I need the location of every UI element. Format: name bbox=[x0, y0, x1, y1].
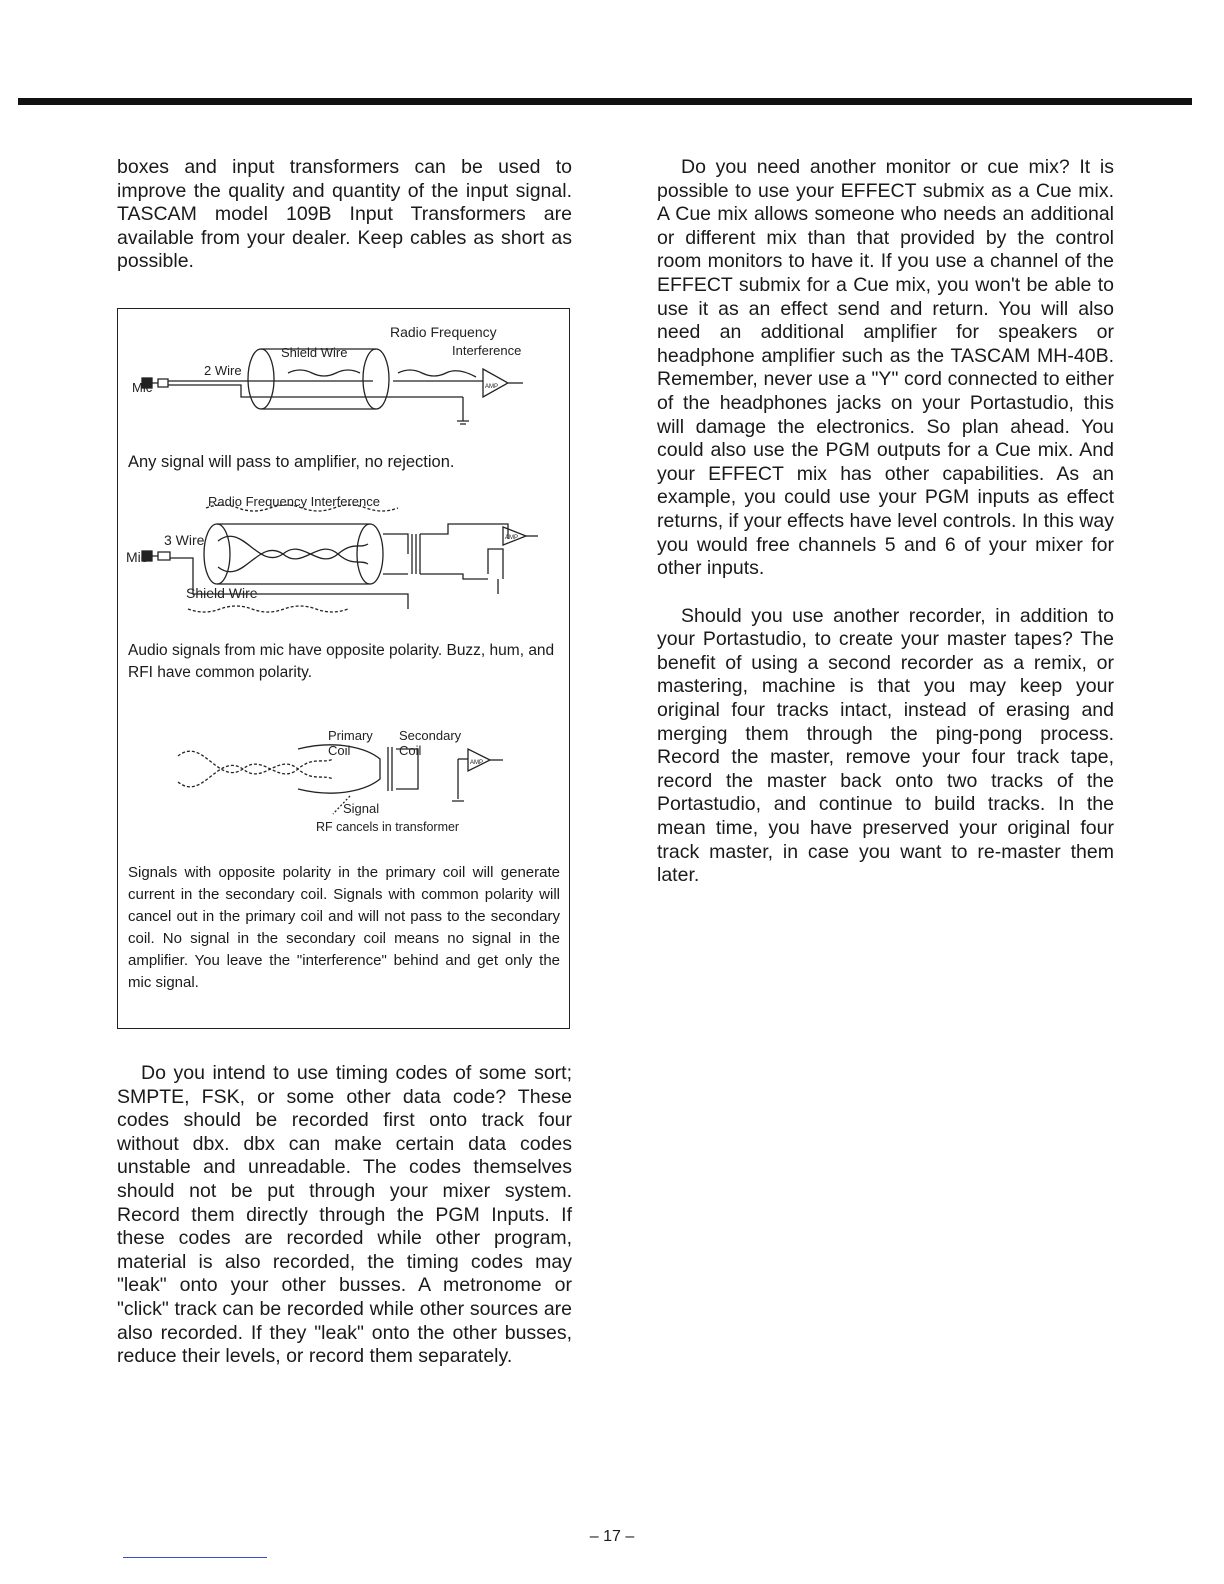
amp-1-icon bbox=[483, 369, 508, 397]
diagram3-caption: Signals with opposite polarity in the primary coil will generate current in the secondary coil. Signals with common polarity will cancel out in the primary coil and will not pass to the secondary coil. No signal in the secondary coil means no signal in the amplifier. You leave the "interference" behind and get only the mic signal. bbox=[128, 864, 560, 991]
right-column bbox=[657, 156, 1114, 888]
d3-secondary-line2: Coil bbox=[399, 743, 422, 758]
d1-wire-label: 2 Wire bbox=[204, 363, 242, 378]
paragraph-input-transformers: boxes and input transformers can be used to improve the quality and quantity of the input signal. TASCAM model 109B Input Transformers are available from your dealer. Keep cables as short as possible. bbox=[117, 156, 572, 273]
d1-amp-label: AMP bbox=[485, 384, 499, 390]
page-number: – 17 – bbox=[589, 1528, 635, 1545]
left-column-top bbox=[117, 156, 572, 274]
d2-rf-label: Radio Frequency Interference bbox=[208, 494, 380, 509]
d1-rf-line1: Radio Frequency bbox=[390, 324, 497, 340]
shield-ellipse-left bbox=[248, 349, 274, 409]
paragraph-cue-mix: Do you need another monitor or cue mix? It is possible to use your EFFECT submix as a Cue mix. A Cue mix allows someone who needs an additional or different mix than that provided by the control room monitors to have it. If you use a channel of the EFFECT submix for a Cue mix, you won't be able to use it as an effect send and return. You will also need an additional amplifier for speakers or headphone amplifier such as the TASCAM MH-40B. Remember, never use a "Y" cord connected to either of the headphones jacks on your Portastudio, this will damage the electronics. So plan ahead. You could also use the PGM outputs for a Cue mix. And your EFFECT mix has other capabilities. As an example, you could use your PGM inputs as effect returns, if your effects have level controls. In this way you would free channels 5 and 6 of your mixer for other inputs. bbox=[657, 156, 1115, 580]
footer-rule bbox=[123, 1557, 267, 1558]
d1-rf-line2: Interference bbox=[452, 343, 522, 358]
d3-secondary-line1: Secondary bbox=[399, 728, 462, 743]
d1-shield-label: Shield Wire bbox=[281, 345, 348, 360]
d3-rf-cancels-label: RF cancels in transformer bbox=[316, 820, 460, 834]
figure-box bbox=[117, 308, 570, 1029]
d1-mic-label: Mic bbox=[132, 380, 153, 395]
d3-primary-line2: Coil bbox=[328, 743, 351, 758]
paragraph-second-recorder: Should you use another recorder, in addition to your Portastudio, to create your master tapes? The benefit of using a second recorder as a remix, or mastering, machine is that you may keep your original four tracks intact, instead of erasing and merging them through the ping-pong process. Record the master, remove your four track tape, record the master back onto two tracks of the Portastudio, and continue to build tracks. In the mean time, you have preserved your original four track master, in case you want to re-master them later. bbox=[657, 604, 1114, 887]
d2-amp-label: AMP bbox=[505, 535, 519, 541]
paragraph-timing-codes: Do you intend to use timing codes of some sort; SMPTE, FSK, or some other data code? These codes should be recorded first onto track four without dbx. dbx can make certain data codes unstable and unreadable. The codes themselves should not be put through your mixer system. Record them directly through the PGM Inputs. If these codes are recorded while other program, material is also recorded, the timing codes may "leak" onto your other busses. A metronome or "click" track can be recorded while other sources are also recorded. If they "leak" onto the other busses, reduce their levels, or record them separately. bbox=[117, 1062, 572, 1368]
left-column-bottom bbox=[117, 1062, 572, 1369]
d3-primary-line1: Primary bbox=[328, 728, 373, 743]
top-rule bbox=[18, 98, 1192, 105]
d2-wire-label: 3 Wire bbox=[164, 532, 205, 548]
d2-shield-label: Shield Wire bbox=[186, 585, 258, 601]
diagram1-drawing bbox=[142, 349, 523, 424]
diagram1-caption: Any signal will pass to amplifier, no rejection. bbox=[128, 453, 455, 471]
diagram2-caption: Audio signals from mic have opposite polarity. Buzz, hum, and RFI have common polarity. bbox=[128, 642, 555, 681]
d2-mic-label: Mic bbox=[126, 549, 148, 565]
d3-amp-label: AMP bbox=[470, 760, 484, 766]
shield-ellipse-right bbox=[363, 349, 389, 409]
d3-signal-label: Signal bbox=[343, 801, 380, 816]
